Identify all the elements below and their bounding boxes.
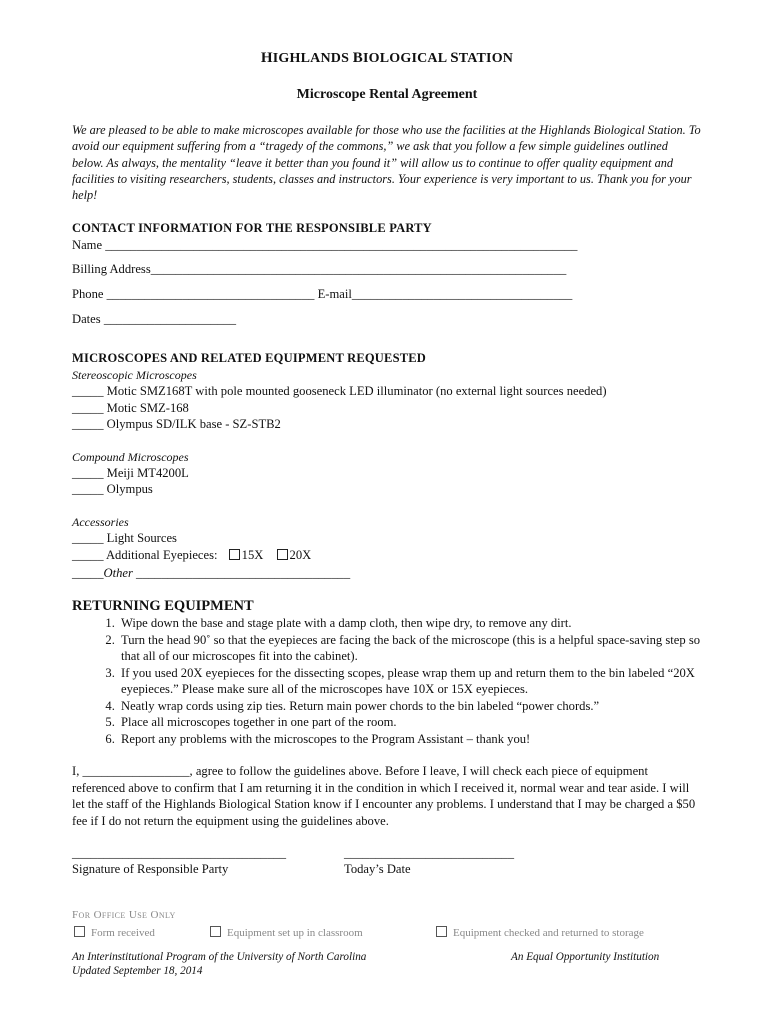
office-use-heading: For Office Use Only (72, 909, 176, 921)
equipment-item[interactable]: _____ Meiji MT4200L (72, 466, 189, 480)
footer-updated-text: Updated September 18, 2014 (72, 965, 203, 977)
compound-heading: Compound Microscopes (72, 450, 189, 464)
signature-label: Signature of Responsible Party (72, 862, 229, 876)
other-field[interactable] (72, 566, 350, 581)
list-item: 1. Wipe down the base and stage plate with a damp cloth, then wipe dry, to remove any dirt. (118, 615, 702, 632)
eyepiece-15x-label: 15X (241, 548, 264, 562)
footer-program-text: An Interinstitutional Program of the University of North Carolina (72, 951, 367, 963)
office-label: Form received (91, 927, 155, 939)
agreement-paragraph: I, _________________, agree to follow the guidelines above. Before I leave, I will check each piece of equipment referenced above to confirm that I am returning it in the condition in which I received it, normal wear and tear aside. I will let the staff of the Highlands Biological Station know if I encounter any problems. I understand that I may be charged a $50 fee if I do not return the equipment using the guidelines above. (72, 764, 696, 828)
title-part: IGHLANDS (272, 51, 353, 66)
office-label: Equipment set up in classroom (227, 927, 363, 939)
title-initial: B (352, 50, 363, 66)
page-title (72, 50, 702, 67)
equipment-item[interactable]: _____ Olympus SD/ILK base - SZ-STB2 (72, 417, 281, 431)
equipment-heading: MICROSCOPES AND RELATED EQUIPMENT REQUESTED (72, 351, 427, 365)
dates-field[interactable]: Dates _____________________ (72, 312, 237, 326)
list-item: 5. Place all microscopes together in one part of the room. (118, 714, 702, 731)
title-part: TATION (458, 51, 514, 66)
office-returned[interactable] (436, 926, 644, 939)
accessories-heading: Accessories (72, 515, 129, 529)
eyepiece-20x-label: 20X (289, 548, 312, 562)
intro-paragraph: We are pleased to be able to make microscopes available for those who use the facilities at the Highlands Biological Station. To avoid our equipment suffering from a “tragedy of the commons,” we ask that you follow a few simple guidelines outlined below. As always, the mentality “leave it better than you found it” will allow us to continue to offer quality equipment and facilities to visiting researchers, students, classes and instructors. Your experience is very important to us. Thank you for your help! (72, 123, 701, 203)
title-part: IOLOGICAL (362, 51, 451, 66)
eyepieces-label: _____ Additional Eyepieces: (72, 548, 218, 562)
other-label: Other (103, 566, 133, 580)
office-label: Equipment checked and returned to storage (453, 927, 644, 939)
stereo-heading: Stereoscopic Microscopes (72, 368, 197, 382)
equipment-item[interactable]: _____ Light Sources (72, 531, 177, 545)
title-initial: H (260, 50, 273, 66)
other-line: __________________________________ (132, 566, 351, 580)
title-initial: S (450, 50, 459, 66)
office-form-received[interactable] (74, 926, 155, 939)
equipment-item[interactable]: _____ Motic SMZ168T with pole mounted gooseneck LED illuminator (no external light sources needed) (72, 384, 607, 398)
returning-steps (72, 615, 702, 747)
office-setup[interactable] (210, 926, 363, 939)
date-label: Today’s Date (344, 862, 411, 876)
checkbox-15x[interactable] (229, 549, 240, 560)
footer-program (72, 950, 366, 978)
billing-address-field[interactable]: Billing Address__________________________________________________________________ (72, 262, 567, 276)
eyepieces-row (72, 548, 311, 563)
contact-heading: CONTACT INFORMATION FOR THE RESPONSIBLE PARTY (72, 221, 432, 235)
checkbox-20x[interactable] (277, 549, 288, 560)
list-item: 3. If you used 20X eyepieces for the dissecting scopes, please wrap them up and return them to the bin labeled “20X eyepieces.” Please make sure all of the microscopes have 10X or 15X eyepieces. (118, 665, 702, 698)
phone-email-field[interactable]: Phone _________________________________ E-mail___________________________________ (72, 287, 573, 301)
checkbox-icon[interactable] (436, 926, 447, 937)
other-prefix: _____ (72, 566, 104, 580)
list-item: 4. Neatly wrap cords using zip ties. Return main power chords to the bin labeled “power chords.” (118, 698, 702, 715)
checkbox-icon[interactable] (210, 926, 221, 937)
returning-heading: RETURNING EQUIPMENT (72, 598, 254, 614)
date-line[interactable]: ___________________________ (344, 846, 515, 860)
document-subtitle: Microscope Rental Agreement (296, 87, 478, 102)
name-field[interactable]: Name ___________________________________________________________________________ (72, 238, 578, 252)
list-item: 6. Report any problems with the microscopes to the Program Assistant – thank you! (118, 731, 702, 748)
footer-equal-opportunity: An Equal Opportunity Institution (511, 951, 660, 963)
checkbox-icon[interactable] (74, 926, 85, 937)
equipment-item[interactable]: _____ Motic SMZ-168 (72, 401, 189, 415)
signature-line[interactable]: __________________________________ (72, 846, 287, 860)
list-item: 2. Turn the head 90˚ so that the eyepieces are facing the back of the microscope (this is a helpful space-saving step so that all of our microscopes fit into the cabinet). (118, 632, 702, 665)
equipment-item[interactable]: _____ Olympus (72, 482, 153, 496)
